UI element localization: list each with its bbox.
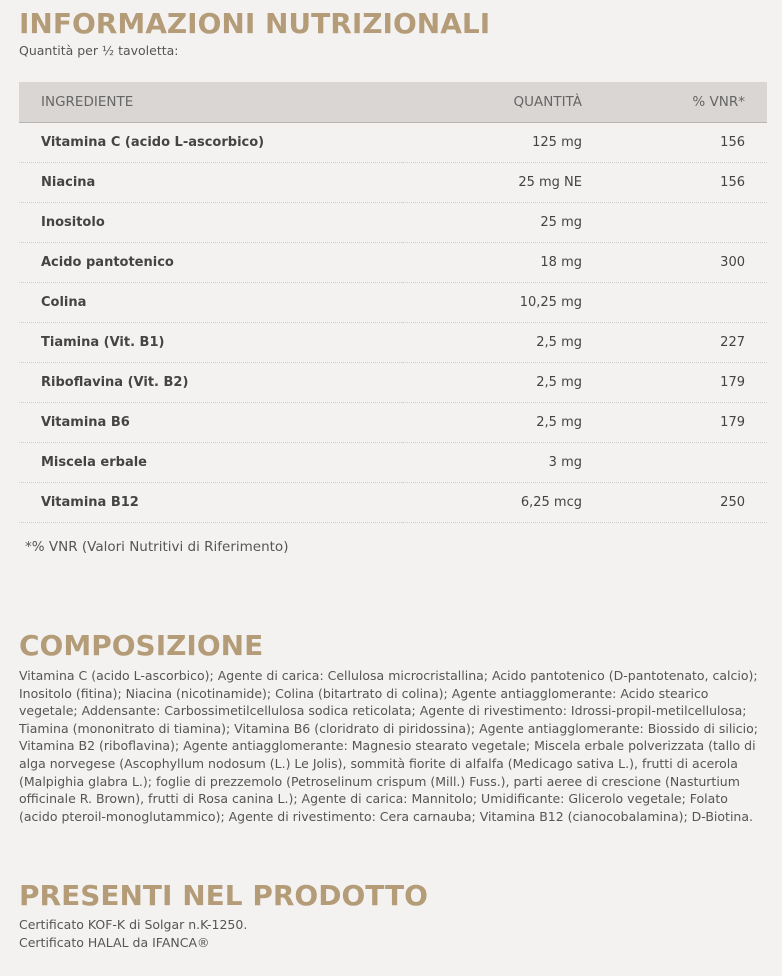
table-row	[19, 203, 767, 243]
quantity-cell: 3 mg	[402, 443, 582, 483]
nutrition-table	[19, 82, 767, 523]
nutrition-title: INFORMAZIONI NUTRIZIONALI	[19, 7, 491, 40]
vnr-cell: 156	[582, 123, 767, 163]
ingredient-cell: Acido pantotenico	[19, 243, 402, 283]
table-row	[19, 403, 767, 443]
nutrition-subtitle: Quantità per ½ tavoletta:	[19, 43, 179, 58]
quantity-cell: 2,5 mg	[402, 323, 582, 363]
vnr-footnote: *% VNR (Valori Nutritivi di Riferimento)	[25, 539, 289, 555]
table-row	[19, 123, 767, 163]
ingredient-cell: Riboflavina (Vit. B2)	[19, 363, 402, 403]
quantity-cell: 25 mg	[402, 203, 582, 243]
ingredient-cell: Vitamina C (acido L-ascorbico)	[19, 123, 402, 163]
vnr-cell: 300	[582, 243, 767, 283]
quantity-cell: 18 mg	[402, 243, 582, 283]
composition-text: Vitamina C (acido L-ascorbico); Agente di carica: Cellulosa microcristallina; Acido pantotenico (D-pantotenato, calcio); Inositolo (fitina); Niacina (nicotinamide); Colina (bitartrato di colina); Agente antiagglomerante: Acido stearico vegetale; Addensante: Carbossimetilcellulosa sodica reticolata; Agente di rivestimento: Idrossi-propil-metilcellulosa; Tiamina (mononitrato di tiamina); Vitamina B6 (cloridrato di piridossina); Agente antiagglomerante: Biossido di silicio; Vitamina B2 (riboflavina); Agente antiagglomerante: Magnesio stearato vegetale; Miscela erbale polverizzata (tallo di alga norvegese (Ascophyllum nodosum (L.) Le Jolis), sommità fiorite di alfalfa (Medicago sativa L.), frutti di acerola (Malpighia glabra L.); foglie di prezzemolo (Petroselinum crispum (Mill.) Fuss.), parti aeree di crescione (Nasturtium officinale R. Brown), frutti di Rosa canina L.); Agente di carica: Mannitolo; Umidificante: Glicerolo vegetale; Folato (acido pteroil-monoglutammico); Agente di rivestimento: Cera carnauba; Vitamina B12 (cianocobalamina); D-Biotina.	[19, 668, 758, 824]
quantity-cell: 2,5 mg	[402, 363, 582, 403]
header-vnr: % VNR*	[582, 82, 767, 123]
quantity-cell: 6,25 mcg	[402, 483, 582, 523]
composition-title: COMPOSIZIONE	[19, 629, 264, 662]
ingredient-cell: Vitamina B6	[19, 403, 402, 443]
vnr-cell: 250	[582, 483, 767, 523]
table-row	[19, 163, 767, 203]
ingredient-cell: Inositolo	[19, 203, 402, 243]
quantity-cell: 25 mg NE	[402, 163, 582, 203]
vnr-cell	[582, 283, 767, 323]
certificate-halal: Certificato HALAL da IFANCA®	[19, 935, 210, 950]
table-row	[19, 443, 767, 483]
quantity-cell: 2,5 mg	[402, 403, 582, 443]
table-row	[19, 483, 767, 523]
table-row	[19, 243, 767, 283]
certificate-kofk: Certificato KOF-K di Solgar n.K-1250.	[19, 917, 248, 932]
quantity-cell: 10,25 mg	[402, 283, 582, 323]
header-quantity: QUANTITÀ	[402, 82, 582, 123]
ingredient-cell: Colina	[19, 283, 402, 323]
ingredient-cell: Vitamina B12	[19, 483, 402, 523]
product-title: PRESENTI NEL PRODOTTO	[19, 879, 428, 912]
ingredient-cell: Niacina	[19, 163, 402, 203]
vnr-cell	[582, 203, 767, 243]
table-header-row	[19, 82, 767, 123]
vnr-cell: 227	[582, 323, 767, 363]
vnr-cell: 156	[582, 163, 767, 203]
header-ingredient: INGREDIENTE	[19, 82, 402, 123]
table-row	[19, 323, 767, 363]
vnr-cell: 179	[582, 363, 767, 403]
table-row	[19, 363, 767, 403]
ingredient-cell: Miscela erbale	[19, 443, 402, 483]
quantity-cell: 125 mg	[402, 123, 582, 163]
ingredient-cell: Tiamina (Vit. B1)	[19, 323, 402, 363]
table-row	[19, 283, 767, 323]
vnr-cell: 179	[582, 403, 767, 443]
vnr-cell	[582, 443, 767, 483]
